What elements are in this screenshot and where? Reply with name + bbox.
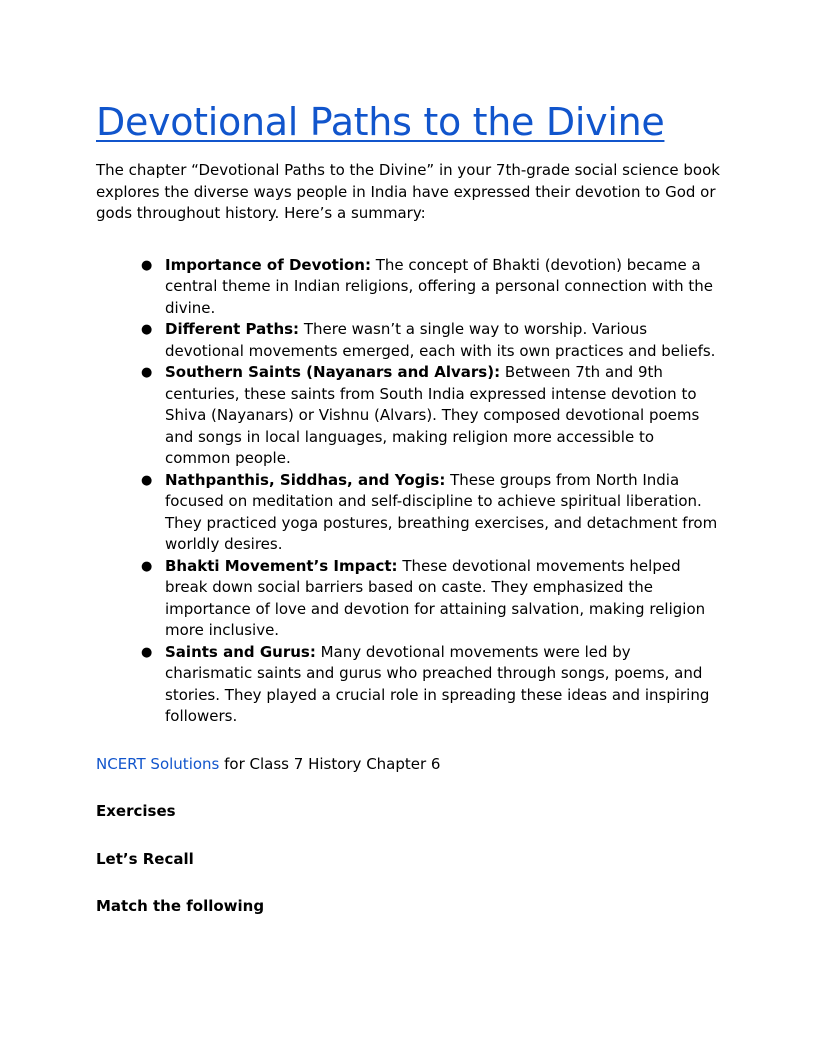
bullet-text: These groups from North India focused on meditation and self-discipline to achieve spiritual liberation. They practiced yoga postures, breathing exercises, and detachment from worldly desires. (165, 470, 718, 553)
bullet-icon: ● (141, 365, 153, 380)
match-the-following-heading: Match the following (96, 897, 265, 915)
bullet-label: Saints and Gurus: (165, 642, 316, 661)
lets-recall-heading: Let’s Recall (96, 849, 194, 868)
bullet-icon: ● (141, 322, 153, 337)
document-page (96, 96, 722, 918)
bullet-label: Different Paths: (165, 320, 300, 338)
ncert-solutions-text: for Class 7 History Chapter 6 (219, 754, 441, 773)
list-item (141, 362, 722, 470)
ncert-solutions-line (96, 754, 722, 776)
bullet-label: Southern Saints (Nayanars and Alvars): (165, 363, 501, 381)
document-title-link[interactable]: Devotional Paths to the Divine (96, 100, 665, 144)
list-item (141, 319, 722, 362)
bullet-text: These devotional movements helped break down social barriers based on caste. They emphasized the importance of love and devotion for attaining salvation, making religion more inclusive. (165, 556, 706, 639)
list-item (141, 642, 722, 728)
intro-paragraph: The chapter “Devotional Paths to the Divine” in your 7th-grade social science book explores the diverse ways people in India have expressed their devotion to God or gods throughout history. Here’s a summary: (96, 161, 720, 222)
bullet-text: The concept of Bhakti (devotion) became a central theme in Indian religions, offering a personal connection with the divine. (165, 255, 714, 317)
ncert-solutions-link[interactable]: NCERT Solutions (96, 754, 220, 773)
bullet-icon: ● (141, 644, 153, 660)
bullet-label: Bhakti Movement’s Impact: (165, 556, 398, 575)
exercises-heading: Exercises (96, 802, 176, 820)
list-item (141, 470, 722, 556)
list-item (141, 556, 722, 642)
bullet-icon: ● (141, 257, 153, 273)
bullet-icon: ● (141, 558, 153, 574)
bullet-text: Many devotional movements were led by charismatic saints and gurus who preached through songs, poems, and stories. They played a crucial role in spreading these ideas and inspiring followers. (165, 642, 710, 725)
bullet-label: Importance of Devotion: (165, 255, 371, 274)
bullet-text: Between 7th and 9th centuries, these saints from South India expressed intense devotion to Shiva (Nayanars) or Vishnu (Alvars). They composed devotional poems and songs in local languages, making religion more accessible to common people. (165, 363, 700, 467)
list-item (141, 255, 722, 320)
summary-bullet-list (96, 255, 722, 728)
bullet-icon: ● (141, 472, 153, 488)
bullet-label: Nathpanthis, Siddhas, and Yogis: (165, 470, 446, 489)
bullet-text: There wasn’t a single way to worship. Various devotional movements emerged, each with its own practices and beliefs. (165, 320, 716, 360)
